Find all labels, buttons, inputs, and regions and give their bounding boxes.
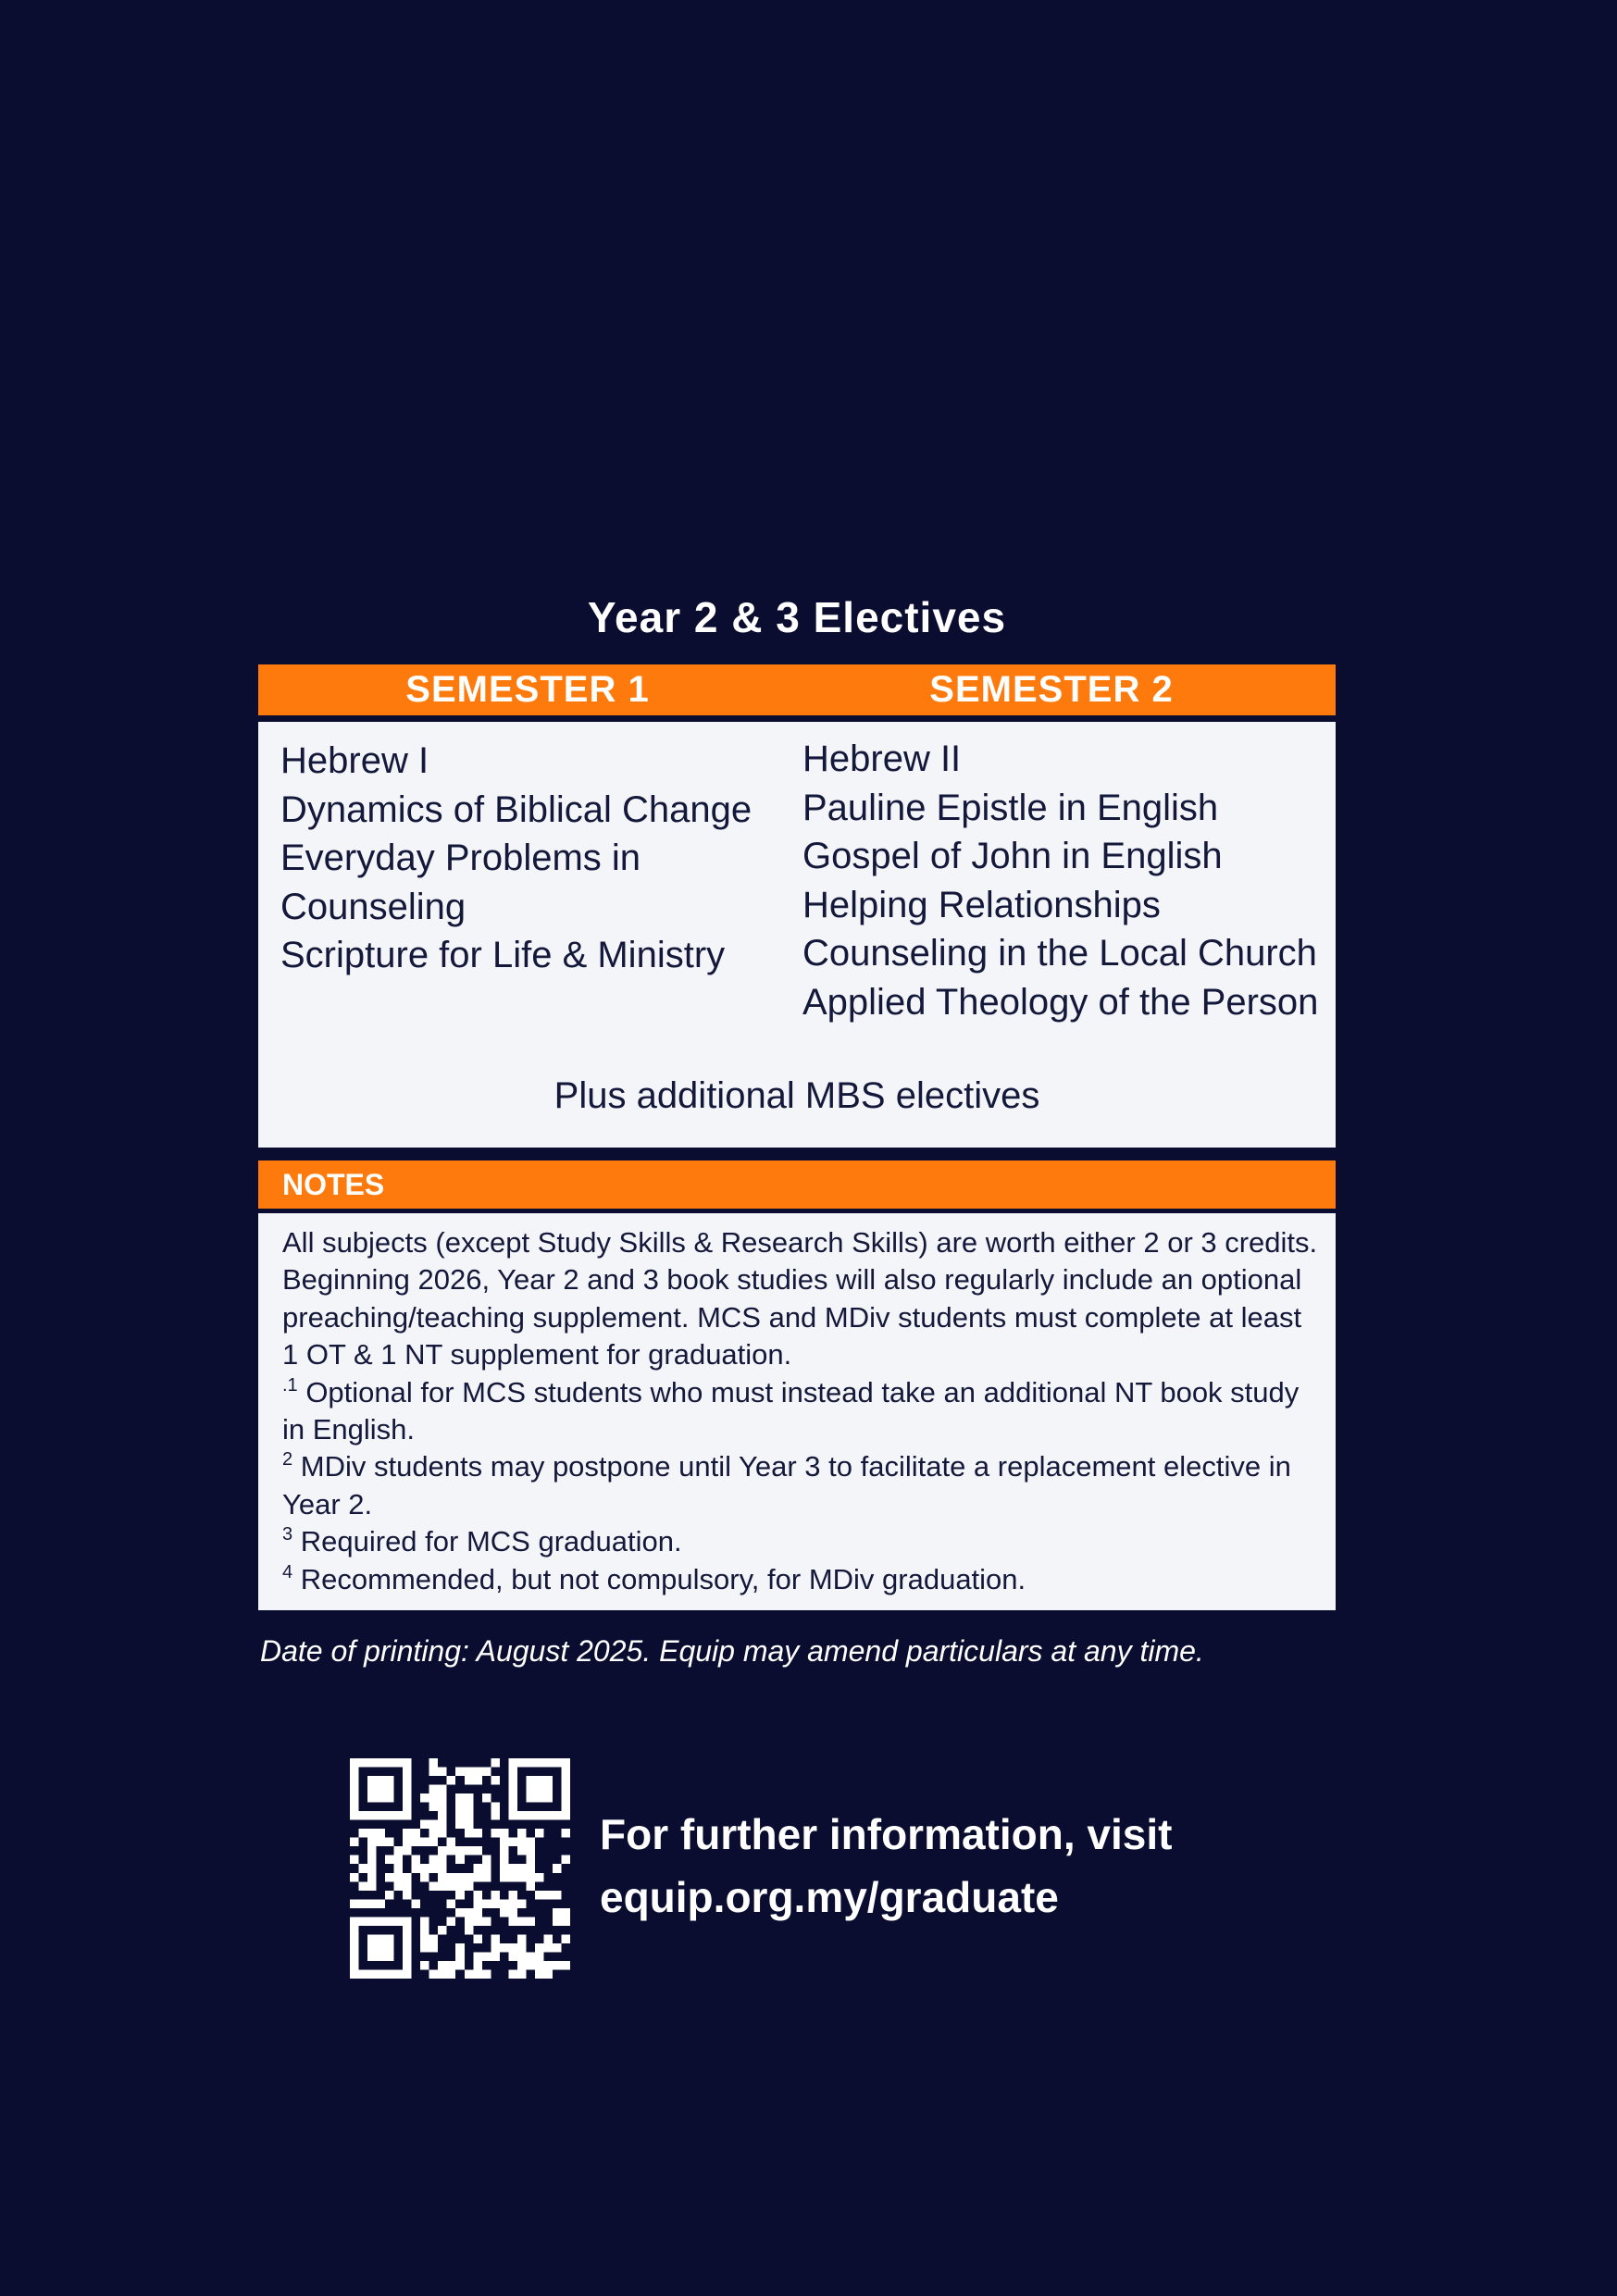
footnote-mark: 3 — [282, 1524, 293, 1545]
course-item: Hebrew I — [280, 740, 429, 781]
course-item: Pauline Epistle in English — [802, 787, 1219, 828]
further-info — [600, 1803, 1172, 1929]
website-link[interactable]: equip.org.my/graduate — [600, 1873, 1059, 1921]
footnote-text: MDiv students may postpone until Year 3 to facilitate a replacement elective in Year 2. — [282, 1450, 1291, 1520]
footnote — [282, 1374, 1319, 1449]
course-item: Gospel of John in English — [802, 836, 1223, 876]
electives-panel — [258, 722, 1336, 1148]
footnote-text: Optional for MCS students who must instead take an additional NT book study in English. — [282, 1375, 1300, 1446]
notes-intro: All subjects (except Study Skills & Research Skills) are worth either 2 or 3 credits. Beginning 2026, Year 2 and 3 book studies will also regularly include an optional preaching/teaching supplement. MCS and MDiv students must complete at least 1 OT & 1 NT supplement for graduation. — [282, 1226, 1318, 1371]
footnote — [282, 1448, 1319, 1523]
footnote-mark: 4 — [282, 1561, 293, 1582]
course-item: Dynamics of Biblical Change — [280, 788, 753, 830]
notes-heading: NOTES — [282, 1168, 385, 1201]
print-date-disclaimer: Date of printing: August 2025. Equip may amend particulars at any time. — [260, 1634, 1204, 1668]
semester-2-heading: SEMESTER 2 — [929, 669, 1174, 710]
semester-header-bar — [258, 664, 1336, 715]
semester-1-course-list — [280, 737, 780, 980]
footnote-text: Required for MCS graduation. — [300, 1525, 682, 1558]
course-item: Applied Theology of the Person — [802, 981, 1319, 1023]
page-title: Year 2 & 3 Electives — [587, 593, 1007, 641]
notes-body — [282, 1224, 1319, 1598]
footnote-text: Recommended, but not compulsory, for MDiv graduation. — [300, 1562, 1026, 1595]
additional-electives-note: Plus additional MBS electives — [554, 1075, 1040, 1116]
further-info-line: For further information, visit — [600, 1810, 1173, 1858]
footnote — [282, 1561, 1319, 1598]
course-item: Hebrew II — [802, 738, 962, 779]
qr-code-icon — [350, 1758, 570, 1979]
semester-1-heading: SEMESTER 1 — [405, 669, 650, 710]
notes-panel — [258, 1213, 1336, 1610]
footnote-mark: 2 — [282, 1449, 293, 1471]
footnote-mark: .1 — [282, 1374, 298, 1396]
semester-2-course-list — [802, 735, 1330, 1026]
course-item: Helping Relationships — [802, 884, 1161, 925]
course-item: Counseling in the Local Church — [802, 933, 1317, 974]
course-item: Scripture for Life & Ministry — [280, 935, 726, 975]
footnote — [282, 1523, 1319, 1560]
course-item: Everyday Problems in Counseling — [280, 838, 641, 927]
notes-header-bar — [258, 1160, 1336, 1209]
